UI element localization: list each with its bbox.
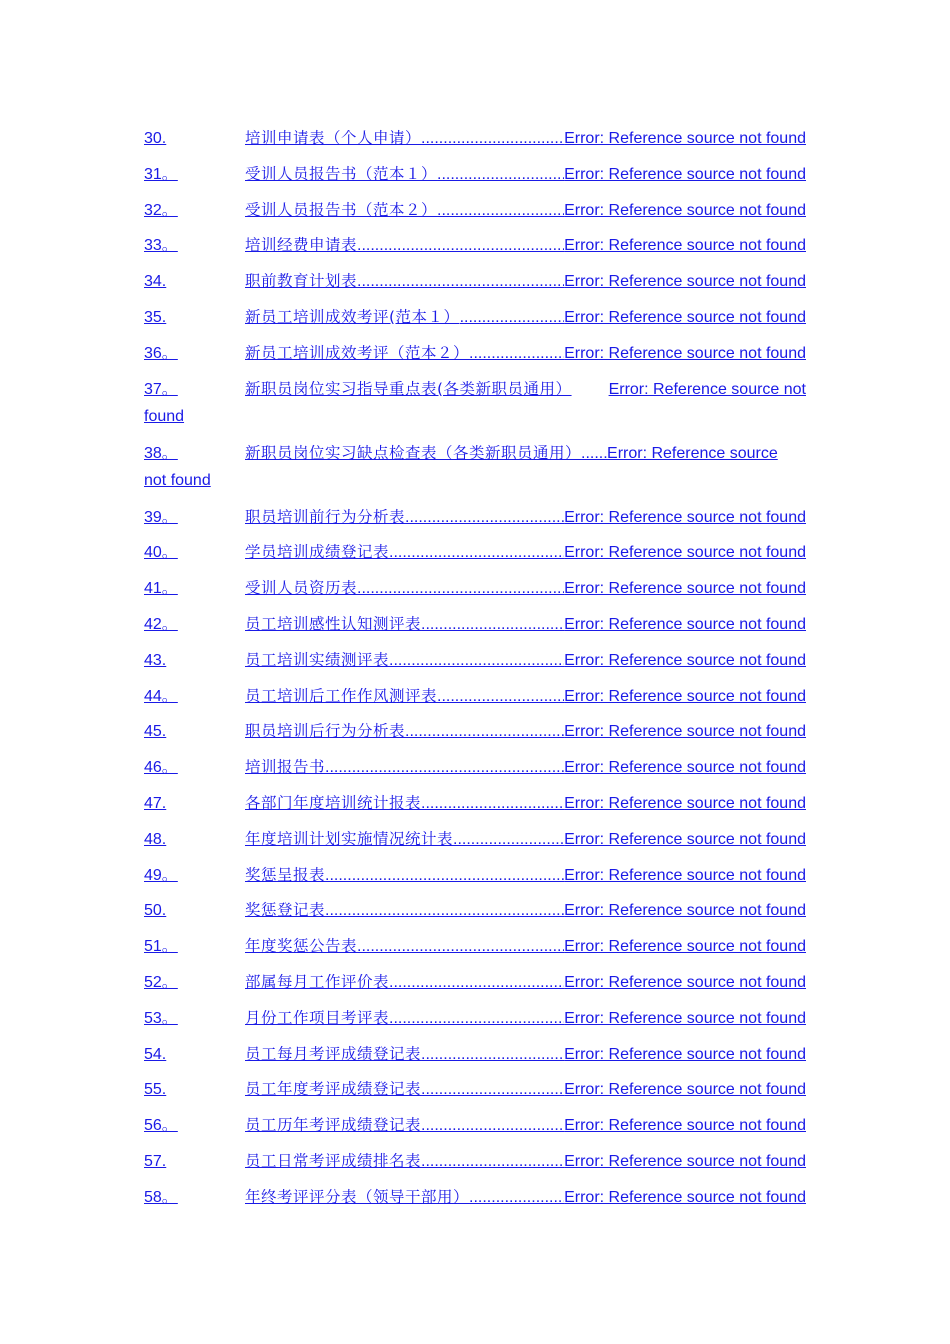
toc-entry-number: 50. [144, 902, 167, 920]
toc-dot-leader [421, 1076, 564, 1104]
toc-entry-title: 员工培训感性认知测评表 [245, 614, 422, 633]
toc-page-reference: Error: Reference source not found [564, 830, 806, 848]
toc-entry-31[interactable] [144, 160, 806, 188]
toc-entry-56[interactable] [144, 1111, 806, 1139]
toc-entry-45[interactable] [144, 717, 806, 745]
toc-page-reference: Error: Reference source not found [564, 308, 806, 326]
toc-dot-leader [421, 125, 564, 153]
toc-page-reference: Error: Reference source not found [564, 1117, 806, 1135]
toc-entry-32[interactable] [144, 196, 806, 224]
toc-page-reference: Error: Reference source not found [564, 273, 806, 291]
toc-dot-leader [389, 647, 564, 675]
toc-entry-number: 38。 [144, 444, 178, 462]
toc-dot-leader [389, 969, 564, 997]
toc-entry-number: 37。 [144, 380, 178, 398]
toc-entry-title: 职员培训前行为分析表 [245, 507, 406, 526]
toc-entry-number: 53。 [144, 1009, 178, 1027]
toc-entry-title: 员工培训后工作作风测评表 [245, 686, 438, 705]
toc-page-reference: Error: Reference source not found [564, 973, 806, 991]
toc-dot-leader [437, 161, 564, 189]
toc-dot-leader [405, 718, 564, 746]
toc-page-reference: Error: Reference source [607, 444, 778, 462]
toc-page-reference: Error: Reference source not found [564, 165, 806, 183]
toc-dot-leader [389, 1005, 564, 1033]
toc-entry-58[interactable] [144, 1183, 806, 1211]
toc-dot-leader [469, 1184, 564, 1212]
toc-page-reference: Error: Reference source not found [564, 902, 806, 920]
toc-dot-leader [357, 232, 564, 260]
toc-entry-30[interactable] [144, 124, 806, 152]
toc-entry-48[interactable] [144, 825, 806, 853]
toc-entry-40[interactable] [144, 538, 806, 566]
toc-entry-number: 48. [144, 830, 167, 848]
toc-dot-leader [357, 575, 564, 603]
toc-dot-leader [389, 539, 564, 567]
toc-page-reference: Error: Reference source not found [564, 866, 806, 884]
toc-entry-title: 员工日常考评成绩排名表 [245, 1151, 422, 1170]
toc-entry-54[interactable] [144, 1040, 806, 1068]
toc-entry-title: 新员工培训成效考评（范本２） [245, 343, 470, 362]
toc-entry-number: 32。 [144, 201, 178, 219]
toc-entry-title: 新职员岗位实习指导重点表(各类新职员通用） [245, 379, 572, 398]
toc-entry-number: 40。 [144, 544, 178, 562]
toc-entry-title: 奖惩登记表 [245, 901, 326, 920]
toc-entry-title: 员工每月考评成绩登记表 [245, 1044, 422, 1063]
toc-page-reference: Error: Reference source not found [564, 687, 806, 705]
toc-dot-leader [437, 683, 564, 711]
toc-dot-leader [357, 933, 564, 961]
toc-entry-title: 职前教育计划表 [245, 272, 358, 291]
toc-entry-36[interactable] [144, 339, 806, 367]
toc-page-reference: Error: Reference source not found [564, 580, 806, 598]
toc-entry-title: 部属每月工作评价表 [245, 972, 390, 991]
toc-entry-number: 43. [144, 651, 167, 669]
toc-page-reference: Error: Reference source not found [564, 130, 806, 147]
toc-page-reference: Error: Reference source not found [564, 237, 806, 255]
toc-entry-title: 培训申请表（个人申请） [245, 129, 422, 147]
toc-entry-number: 44。 [144, 687, 178, 705]
toc-entry-number: 42。 [144, 615, 178, 633]
toc-entry-number: 36。 [144, 344, 178, 362]
table-of-contents [144, 124, 806, 1219]
toc-entry-title: 受训人员报告书（范本１） [245, 164, 438, 183]
toc-entry-47[interactable] [144, 789, 806, 817]
toc-page-reference: Error: Reference source not found [564, 651, 806, 669]
toc-page-reference: Error: Reference source not found [564, 759, 806, 777]
toc-entry-title: 各部门年度培训统计报表 [245, 793, 422, 812]
toc-entry-number: 34. [144, 273, 167, 291]
toc-entry-title: 奖惩呈报表 [245, 865, 326, 884]
toc-entry-title: 新职员岗位实习缺点检查表（各类新职员通用） [245, 443, 582, 462]
toc-dot-leader [421, 1041, 564, 1069]
toc-page-reference-continued: found [144, 407, 185, 425]
toc-entry-title: 年终考评评分表（领导干部用） [245, 1187, 470, 1206]
toc-entry-53[interactable] [144, 1004, 806, 1032]
toc-page-reference: Error: Reference source not found [564, 615, 806, 633]
toc-page-reference: Error: Reference source not found [564, 1045, 806, 1063]
toc-dot-leader [421, 1112, 564, 1140]
toc-entry-title: 新员工培训成效考评(范本１） [245, 307, 460, 326]
toc-entry-title: 月份工作项目考评表 [245, 1008, 390, 1027]
toc-dot-leader [421, 1148, 564, 1176]
toc-entry-number: 31。 [144, 165, 178, 183]
toc-entry-title: 职员培训后行为分析表 [245, 722, 406, 741]
toc-page-reference: Error: Reference source not found [564, 544, 806, 562]
toc-entry-title: 受训人员资历表 [245, 579, 358, 598]
toc-page-reference: Error: Reference source not found [564, 794, 806, 812]
toc-entry-38[interactable] [144, 439, 806, 495]
toc-page-reference: Error: Reference source not found [564, 201, 806, 219]
toc-dot-leader [460, 304, 565, 332]
toc-entry-50[interactable] [144, 896, 806, 924]
toc-page-reference: Error: Reference source not found [564, 938, 806, 956]
toc-entry-number: 41。 [144, 580, 178, 598]
toc-entry-43[interactable] [144, 646, 806, 674]
toc-page-reference: Error: Reference source not found [564, 723, 806, 741]
toc-page-reference: Error: Reference source not [608, 380, 806, 398]
toc-entry-title: 学员培训成绩登记表 [245, 543, 390, 562]
toc-entry-title: 员工年度考评成绩登记表 [245, 1080, 422, 1099]
toc-entry-55[interactable] [144, 1075, 806, 1103]
toc-page-reference: Error: Reference source not found [564, 1188, 806, 1206]
toc-dot-leader [581, 440, 607, 468]
toc-entry-number: 55. [144, 1081, 167, 1099]
toc-entry-title: 培训经费申请表 [245, 236, 358, 255]
toc-entry-number: 49。 [144, 866, 178, 884]
toc-page-reference: Error: Reference source not found [564, 344, 806, 362]
toc-entry-number: 33。 [144, 237, 178, 255]
toc-entry-35[interactable] [144, 303, 806, 331]
toc-page-reference: Error: Reference source not found [564, 1081, 806, 1099]
toc-entry-34[interactable] [144, 267, 806, 295]
toc-entry-number: 47. [144, 794, 167, 812]
toc-entry-title: 年度奖惩公告表 [245, 937, 358, 956]
toc-entry-37[interactable] [144, 375, 806, 431]
toc-entry-number: 39。 [144, 508, 178, 526]
toc-dot-leader [325, 754, 564, 782]
toc-entry-title: 员工培训实绩测评表 [245, 650, 390, 669]
toc-page-reference: Error: Reference source not found [564, 1152, 806, 1170]
toc-dot-leader [469, 340, 564, 368]
toc-entry-title: 年度培训计划实施情况统计表 [245, 829, 454, 848]
toc-entry-number: 30. [144, 130, 167, 147]
toc-entry-title: 受训人员报告书（范本２） [245, 200, 438, 219]
toc-entry-number: 35. [144, 308, 167, 326]
toc-page-reference: Error: Reference source not found [564, 508, 806, 526]
toc-entry-number: 56。 [144, 1117, 178, 1135]
toc-dot-leader [325, 897, 564, 925]
toc-entry-number: 58。 [144, 1188, 178, 1206]
toc-entry-title: 员工历年考评成绩登记表 [245, 1116, 422, 1135]
toc-entry-44[interactable] [144, 682, 806, 710]
toc-dot-leader [421, 790, 564, 818]
toc-dot-leader [453, 826, 564, 854]
toc-page-reference: Error: Reference source not found [564, 1009, 806, 1027]
toc-page-reference-continued: not found [144, 471, 211, 489]
toc-entry-number: 46。 [144, 759, 178, 777]
toc-entry-title: 培训报告书 [245, 758, 326, 777]
toc-entry-51[interactable] [144, 932, 806, 960]
toc-entry-42[interactable] [144, 610, 806, 638]
toc-entry-number: 57. [144, 1152, 167, 1170]
toc-entry-number: 45. [144, 723, 167, 741]
toc-entry-41[interactable] [144, 574, 806, 602]
toc-entry-46[interactable] [144, 753, 806, 781]
toc-entry-33[interactable] [144, 231, 806, 259]
toc-entry-number: 51。 [144, 938, 178, 956]
toc-entry-57[interactable] [144, 1147, 806, 1175]
toc-dot-leader [357, 268, 564, 296]
toc-entry-number: 54. [144, 1045, 167, 1063]
toc-entry-49[interactable] [144, 861, 806, 889]
toc-dot-leader [421, 611, 564, 639]
toc-entry-number: 52。 [144, 973, 178, 991]
toc-dot-leader [405, 504, 564, 532]
toc-entry-39[interactable] [144, 503, 806, 531]
toc-dot-leader [437, 197, 564, 225]
toc-dot-leader [325, 862, 564, 890]
toc-entry-52[interactable] [144, 968, 806, 996]
